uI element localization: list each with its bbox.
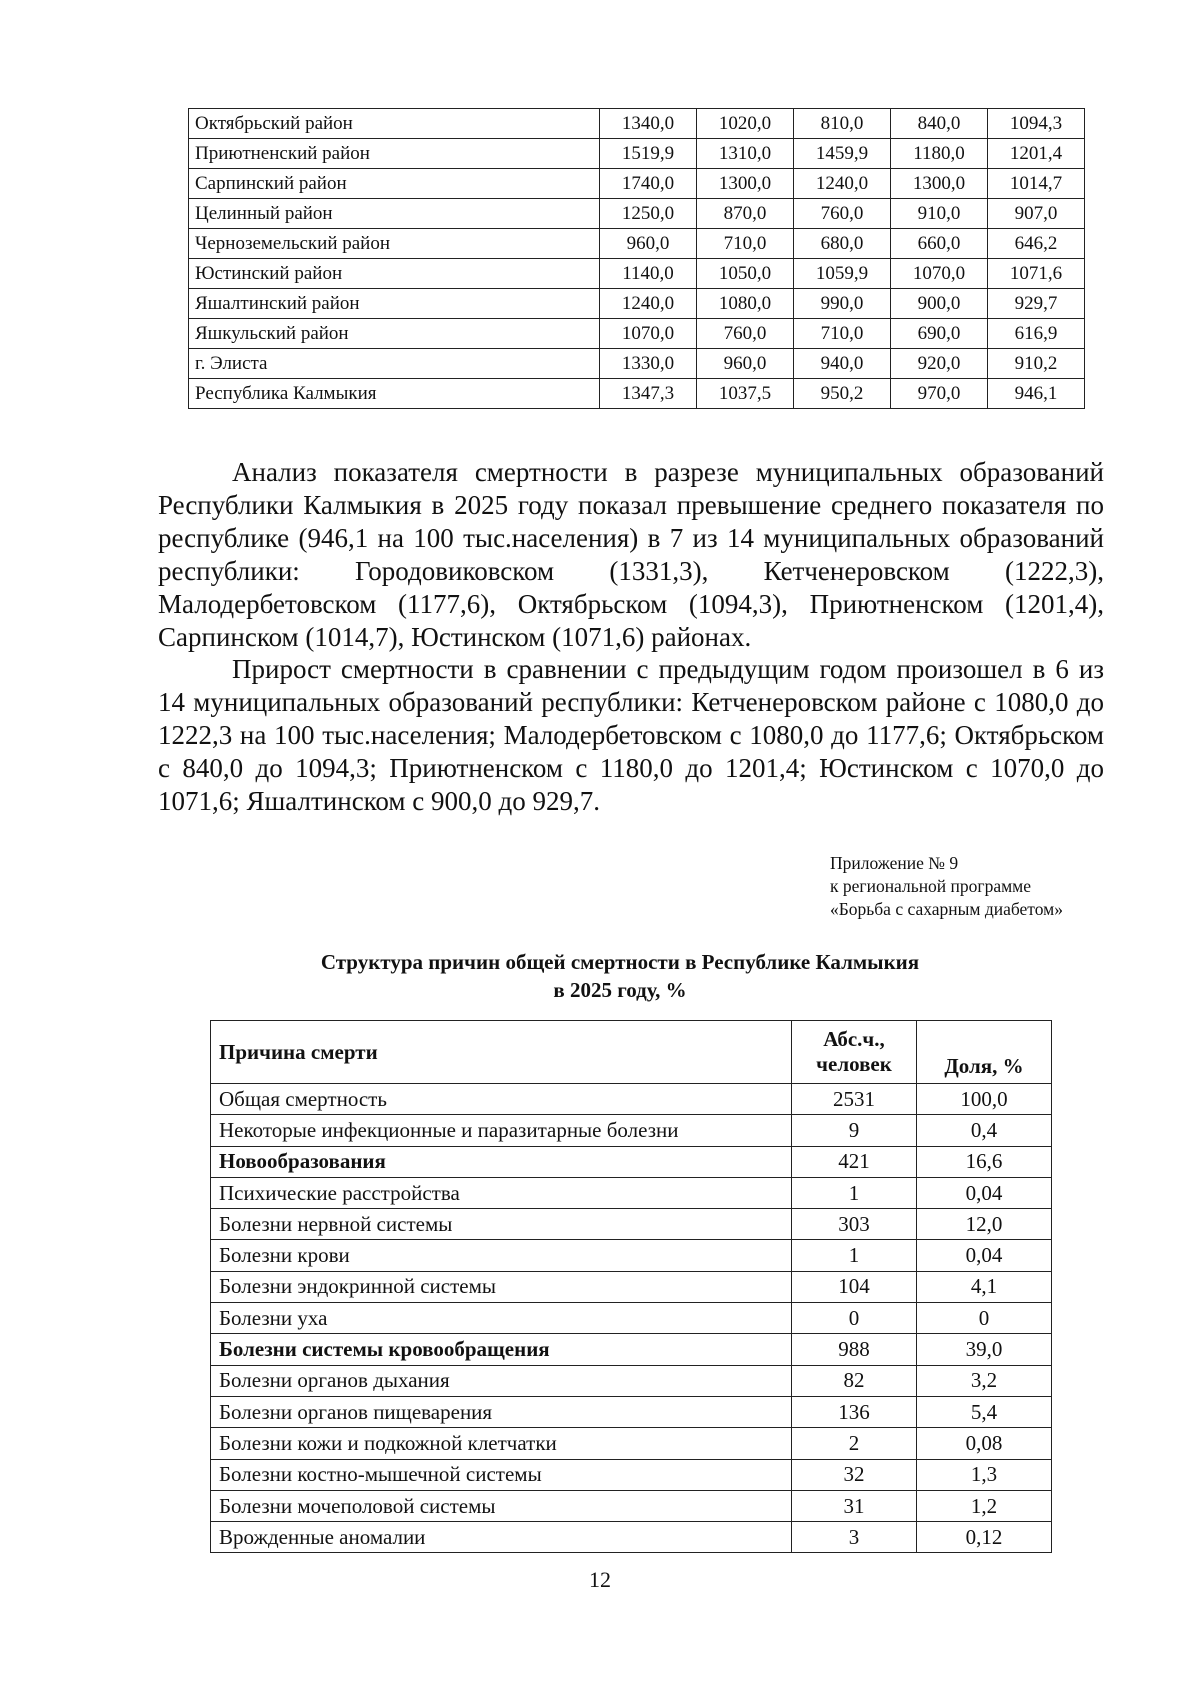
district-value: 1347,3 (600, 379, 697, 409)
header-share: Доля, % (917, 1021, 1052, 1084)
district-value: 1250,0 (600, 199, 697, 229)
cause-row (211, 1146, 1052, 1177)
district-name: Республика Калмыкия (189, 379, 600, 409)
cause-share: 12,0 (917, 1209, 1052, 1240)
cause-name: Болезни эндокринной системы (211, 1271, 792, 1302)
district-row (189, 199, 1085, 229)
table-caption (200, 948, 1040, 1004)
district-value: 929,7 (988, 289, 1085, 319)
district-name: Октябрьский район (189, 109, 600, 139)
district-name: Юстинский район (189, 259, 600, 289)
header-cause: Причина смерти (211, 1021, 792, 1084)
cause-row (211, 1303, 1052, 1334)
cause-name: Болезни крови (211, 1240, 792, 1271)
district-value: 907,0 (988, 199, 1085, 229)
cause-name: Болезни уха (211, 1303, 792, 1334)
district-value: 970,0 (891, 379, 988, 409)
district-row (189, 349, 1085, 379)
district-row (189, 139, 1085, 169)
district-value: 810,0 (794, 109, 891, 139)
district-row (189, 259, 1085, 289)
header-abs-line-2: человек (816, 1052, 892, 1076)
cause-row (211, 1115, 1052, 1146)
cause-name: Болезни мочеполовой системы (211, 1490, 792, 1521)
cause-share: 100,0 (917, 1084, 1052, 1115)
cause-share: 0,04 (917, 1177, 1052, 1208)
district-value: 1330,0 (600, 349, 697, 379)
cause-abs-count: 3 (792, 1522, 917, 1553)
district-name: Целинный район (189, 199, 600, 229)
cause-share: 0 (917, 1303, 1052, 1334)
cause-row (211, 1084, 1052, 1115)
cause-name: Болезни системы кровообращения (211, 1334, 792, 1365)
district-value: 1340,0 (600, 109, 697, 139)
district-value: 1740,0 (600, 169, 697, 199)
cause-name: Болезни органов дыхания (211, 1365, 792, 1396)
cause-share: 0,4 (917, 1115, 1052, 1146)
appendix-line-2: к региональной программе (830, 876, 1032, 896)
cause-name: Болезни нервной системы (211, 1209, 792, 1240)
cause-abs-count: 421 (792, 1146, 917, 1177)
cause-abs-count: 9 (792, 1115, 917, 1146)
cause-row (211, 1365, 1052, 1396)
district-value: 990,0 (794, 289, 891, 319)
cause-name: Новообразования (211, 1146, 792, 1177)
district-value: 646,2 (988, 229, 1085, 259)
cause-abs-count: 2 (792, 1428, 917, 1459)
district-value: 1059,9 (794, 259, 891, 289)
cause-abs-count: 0 (792, 1303, 917, 1334)
district-name: Яшкульский район (189, 319, 600, 349)
district-value: 900,0 (891, 289, 988, 319)
district-row (189, 379, 1085, 409)
district-value: 1300,0 (697, 169, 794, 199)
district-value: 910,0 (891, 199, 988, 229)
cause-share: 4,1 (917, 1271, 1052, 1302)
district-name: Приютненский район (189, 139, 600, 169)
district-value: 1080,0 (697, 289, 794, 319)
cause-row (211, 1177, 1052, 1208)
district-value: 690,0 (891, 319, 988, 349)
caption-line-1: Структура причин общей смертности в Республике Калмыкия (320, 950, 920, 974)
district-value: 1020,0 (697, 109, 794, 139)
district-value: 910,2 (988, 349, 1085, 379)
cause-name: Врожденные аномалии (211, 1522, 792, 1553)
cause-structure-table (210, 1020, 1052, 1553)
district-value: 616,9 (988, 319, 1085, 349)
cause-share: 1,3 (917, 1459, 1052, 1490)
district-name: Черноземельский район (189, 229, 600, 259)
district-value: 1050,0 (697, 259, 794, 289)
cause-name: Болезни кожи и подкожной клетчатки (211, 1428, 792, 1459)
header-abs-line-1: Абс.ч., (823, 1027, 885, 1051)
district-value: 1300,0 (891, 169, 988, 199)
district-row (189, 229, 1085, 259)
district-value: 1014,7 (988, 169, 1085, 199)
appendix-note (830, 852, 1063, 921)
district-value: 1310,0 (697, 139, 794, 169)
district-value: 1070,0 (891, 259, 988, 289)
district-value: 1037,5 (697, 379, 794, 409)
district-value: 1070,0 (600, 319, 697, 349)
growth-paragraph: Прирост смертности в сравнении с предыдущим годом произошел в 6 из 14 муниципальных образований республики: Кетченеровском районе с 1080,0 до 1222,3 на 100 тыс.населения; Малодербетовском с 1080,0 до 1177,6; Октябрьском с 840,0 до 1094,3; Приютненском с 1180,0 до 1201,4; Юстинском с 1070,0 до 1071,6; Яшалтинском с 900,0 до 929,7. (158, 654, 1104, 816)
district-value: 1201,4 (988, 139, 1085, 169)
district-row (189, 319, 1085, 349)
district-value: 760,0 (794, 199, 891, 229)
appendix-line-1: Приложение № 9 (830, 853, 959, 873)
cause-abs-count: 104 (792, 1271, 917, 1302)
district-value: 1071,6 (988, 259, 1085, 289)
district-name: Яшалтинский район (189, 289, 600, 319)
cause-row (211, 1240, 1052, 1271)
cause-name: Болезни органов пищеварения (211, 1396, 792, 1427)
district-value: 710,0 (794, 319, 891, 349)
cause-abs-count: 136 (792, 1396, 917, 1427)
district-name: г. Элиста (189, 349, 600, 379)
cause-abs-count: 1 (792, 1240, 917, 1271)
district-value: 660,0 (891, 229, 988, 259)
cause-row (211, 1459, 1052, 1490)
cause-share: 39,0 (917, 1334, 1052, 1365)
district-value: 1459,9 (794, 139, 891, 169)
cause-share: 0,08 (917, 1428, 1052, 1459)
cause-share: 3,2 (917, 1365, 1052, 1396)
cause-name: Общая смертность (211, 1084, 792, 1115)
district-value: 710,0 (697, 229, 794, 259)
district-value: 760,0 (697, 319, 794, 349)
district-value: 960,0 (697, 349, 794, 379)
district-value: 1180,0 (891, 139, 988, 169)
cause-row (211, 1396, 1052, 1427)
district-value: 946,1 (988, 379, 1085, 409)
district-value: 1094,3 (988, 109, 1085, 139)
cause-abs-count: 988 (792, 1334, 917, 1365)
cause-share: 16,6 (917, 1146, 1052, 1177)
district-value: 960,0 (600, 229, 697, 259)
district-value: 940,0 (794, 349, 891, 379)
cause-row (211, 1271, 1052, 1302)
district-value: 870,0 (697, 199, 794, 229)
cause-abs-count: 82 (792, 1365, 917, 1396)
district-value: 1140,0 (600, 259, 697, 289)
cause-name: Психические расстройства (211, 1177, 792, 1208)
header-abs (792, 1021, 917, 1084)
cause-name: Болезни костно-мышечной системы (211, 1459, 792, 1490)
district-name: Сарпинский район (189, 169, 600, 199)
district-value: 1240,0 (600, 289, 697, 319)
district-table-body (189, 109, 1085, 409)
district-value: 840,0 (891, 109, 988, 139)
cause-row (211, 1334, 1052, 1365)
district-row (189, 109, 1085, 139)
cause-row (211, 1209, 1052, 1240)
cause-abs-count: 2531 (792, 1084, 917, 1115)
cause-name: Некоторые инфекционные и паразитарные болезни (211, 1115, 792, 1146)
cause-share: 1,2 (917, 1490, 1052, 1521)
page-number: 12 (589, 1567, 611, 1592)
cause-abs-count: 32 (792, 1459, 917, 1490)
cause-table-header-row (211, 1021, 1052, 1084)
district-value: 920,0 (891, 349, 988, 379)
analysis-paragraph: Анализ показателя смертности в разрезе муниципальных образований Республики Калмыкия в 2025 году показал превышение среднего показателя по республике (946,1 на 100 тыс.населения) в 7 из 14 муниципальных образований республики: Городовиковском (1331,3), Кетченеровском (1222,3), Малодербетовском (1177,6), Октябрьском (1094,3), Приютненском (1201,4), Сарпинском (1014,7), Юстинском (1071,6) районах. (158, 457, 1104, 652)
cause-row (211, 1522, 1052, 1553)
cause-row (211, 1490, 1052, 1521)
district-value: 1240,0 (794, 169, 891, 199)
appendix-line-3: «Борьба с сахарным диабетом» (830, 899, 1063, 919)
cause-abs-count: 31 (792, 1490, 917, 1521)
district-row (189, 169, 1085, 199)
district-mortality-table (188, 108, 1085, 409)
cause-row (211, 1428, 1052, 1459)
cause-abs-count: 303 (792, 1209, 917, 1240)
caption-line-2: в 2025 году, % (553, 978, 687, 1002)
cause-share: 0,12 (917, 1522, 1052, 1553)
cause-share: 0,04 (917, 1240, 1052, 1271)
district-value: 680,0 (794, 229, 891, 259)
cause-abs-count: 1 (792, 1177, 917, 1208)
cause-table-body (211, 1084, 1052, 1553)
district-value: 1519,9 (600, 139, 697, 169)
district-row (189, 289, 1085, 319)
cause-share: 5,4 (917, 1396, 1052, 1427)
district-value: 950,2 (794, 379, 891, 409)
